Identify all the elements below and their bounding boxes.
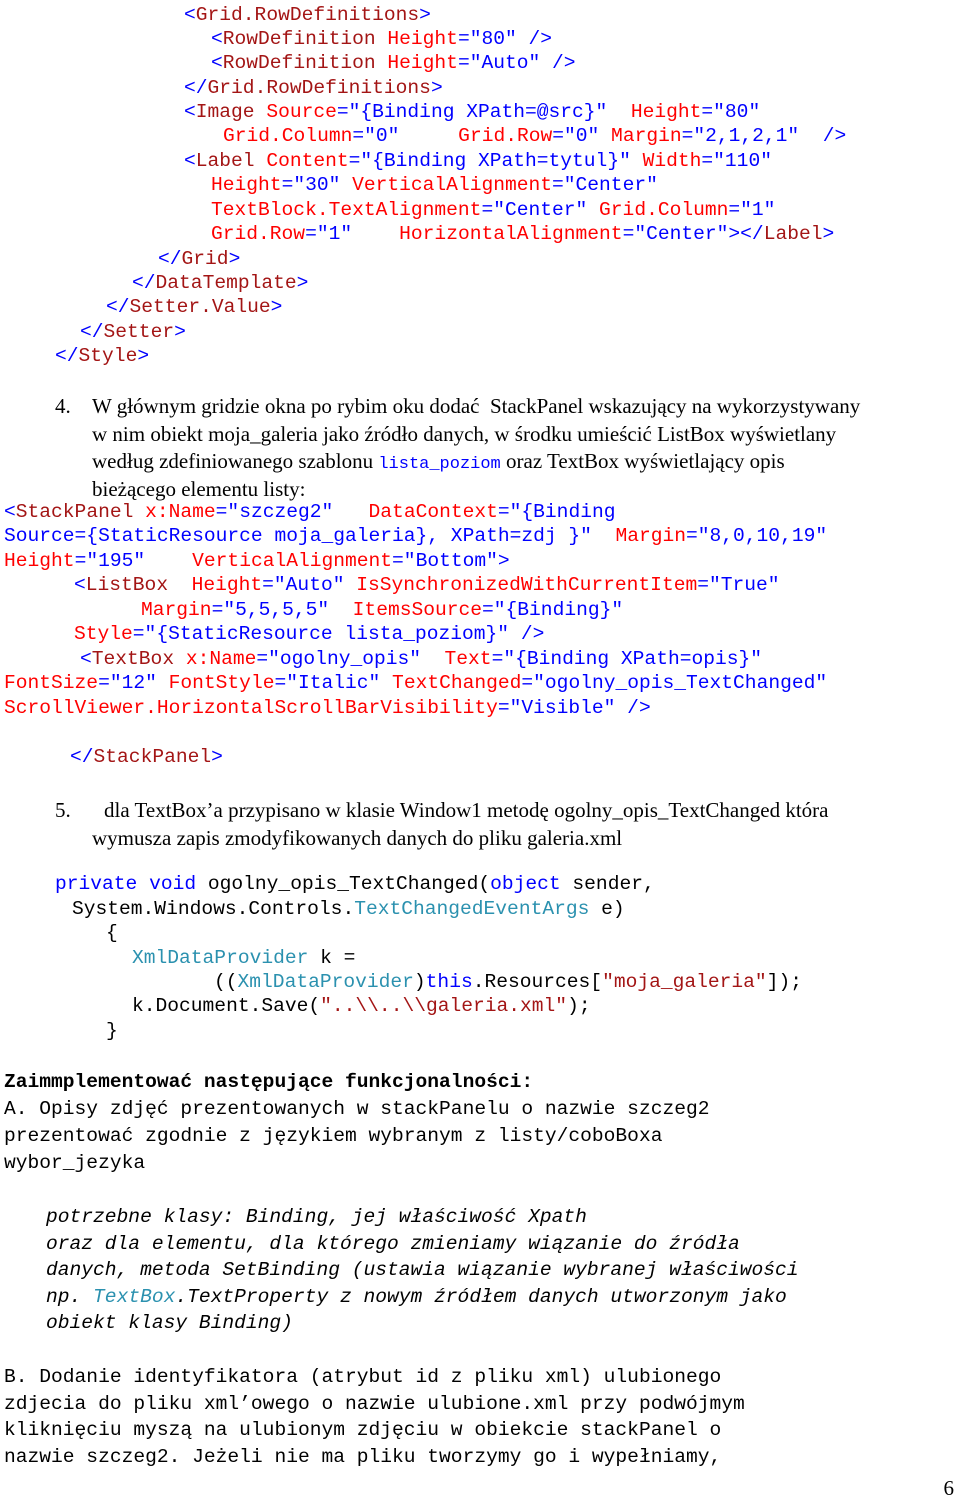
code-token: lista_poziom [378, 455, 501, 474]
task-line: B. Dodanie identyfikatora (atrybut id z pliku xml) ulubionego [4, 1366, 722, 1388]
code-token: ="80" [701, 101, 761, 123]
code-line [184, 100, 760, 124]
hint-line [46, 1258, 799, 1282]
code-line [4, 696, 651, 720]
code-token: < [184, 4, 196, 26]
code-token: .Resources[ [472, 971, 603, 993]
code-token: Grid.Column [587, 199, 729, 221]
code-token: Height [375, 28, 458, 50]
code-token: ="True" [697, 574, 780, 596]
code-line [106, 921, 118, 945]
code-token: < [4, 501, 16, 523]
code-token: </ [106, 296, 130, 318]
code-line [4, 524, 827, 548]
code-line [55, 344, 149, 368]
hint-line [46, 1205, 587, 1229]
code-token: w nim obiekt moja_galeria jako źródło danych, w środku umieścić ListBox wyświetlany [92, 421, 837, 446]
task-line: nazwie szczeg2. Jeżeli nie ma pliku tworzymy go i wypełniamy, [4, 1445, 722, 1468]
task-line: A. Opisy zdjęć prezentowanych w stackPanelu o nazwie szczeg2 [4, 1098, 710, 1120]
code-token: ="8,0,10,19" [686, 525, 828, 547]
code-token: ="{Binding}" [482, 599, 624, 621]
code-line [211, 51, 576, 75]
page-number: 6 [943, 1476, 954, 1500]
code-token: k = [308, 947, 356, 969]
code-token: bieżącego elementu listy: [92, 476, 306, 501]
code-token: ListBox [85, 574, 169, 596]
code-token: ="80" /> [457, 28, 553, 50]
code-token: < [74, 574, 86, 596]
code-token: W głównym gridzie okna po rybim oku dodać StackPanel wskazujący na wykorzystywany [92, 394, 861, 418]
code-token: void [149, 873, 197, 895]
code-token: ="Bottom"> [392, 550, 510, 572]
paragraph-line [92, 449, 785, 477]
code-line [132, 994, 591, 1018]
code-token: Margin [591, 525, 686, 547]
code-token: ItemsSource [329, 599, 483, 621]
code-token: this [425, 971, 473, 993]
code-token: Label [763, 223, 823, 245]
code-token: (( [214, 971, 238, 993]
code-token: private [55, 873, 138, 895]
code-line [72, 897, 625, 921]
code-token: Setter [103, 321, 175, 343]
code-line [70, 745, 223, 769]
code-token: ="{StaticResource lista_poziom}" /> [132, 623, 545, 645]
code-token: </ [158, 248, 182, 270]
code-token: Height [4, 550, 75, 572]
code-token: /> [799, 125, 847, 147]
task-line: prezentować zgodnie z językiem wybranym z listy/coboBoxa [4, 1125, 663, 1147]
code-line [141, 598, 623, 622]
code-token: TextBlock.TextAlignment [211, 199, 482, 221]
code-token: RowDefinition [222, 52, 376, 74]
code-token: < [211, 52, 223, 74]
code-token: VerticalAlignment [145, 550, 393, 572]
code-token: HorizontalAlignment [352, 223, 623, 245]
code-token: Height [211, 174, 282, 196]
code-token: Source [254, 101, 337, 123]
code-token: ="Visible" /> [497, 697, 651, 719]
code-token: ="5,5,5,5" [211, 599, 330, 621]
code-token: ="Auto" /> [457, 52, 576, 74]
code-token: </ [132, 272, 156, 294]
code-token: ="{Binding [497, 501, 616, 523]
code-token: TextChanged [380, 672, 522, 694]
code-token: ="1" [305, 223, 353, 245]
code-line [55, 872, 655, 896]
code-token: ="1" [728, 199, 776, 221]
code-token: StackPanel [93, 746, 212, 768]
code-token: > [211, 746, 223, 768]
code-token: ="szczeg2" [215, 501, 334, 523]
code-token: ScrollViewer.HorizontalScrollBarVisibility [4, 697, 498, 719]
code-line [184, 149, 772, 173]
code-token: x:Name [133, 501, 216, 523]
code-token: Width [630, 150, 702, 172]
hint-line [46, 1232, 740, 1256]
code-token: </ [184, 77, 208, 99]
code-token: Grid.Row [211, 223, 306, 245]
code-token: ="110" [701, 150, 772, 172]
code-token: System.Windows.Controls. [72, 898, 355, 920]
code-token: } [106, 1020, 118, 1042]
code-token: "moja_galeria" [602, 971, 767, 993]
code-token: > [419, 4, 431, 26]
code-token: ="Italic" [274, 672, 381, 694]
code-token: Label [195, 150, 255, 172]
code-token [137, 873, 149, 895]
code-token: RowDefinition [222, 28, 376, 50]
code-token: Style [74, 623, 133, 645]
code-token: k.Document.Save( [132, 995, 321, 1017]
task-line: kliknięciu myszą na ulubionym zdjęciu w obiekcie stackPanel o [4, 1419, 722, 1441]
code-line [158, 247, 240, 271]
code-token: XmlDataProvider [237, 971, 414, 993]
code-line [4, 671, 827, 695]
code-line [4, 549, 510, 573]
code-token: > [137, 345, 150, 367]
paragraph-line: wymusza zapis zmodyfikowanych danych do pliku galeria.xml [92, 825, 623, 850]
code-line [80, 320, 186, 344]
code-token: x:Name [174, 648, 257, 670]
code-line [214, 970, 802, 994]
code-token: > [430, 77, 443, 99]
code-line [106, 1019, 118, 1043]
code-token: danych, metoda SetBinding (ustawia wiązanie wybranej właściwości [46, 1259, 799, 1281]
code-token: > [822, 223, 835, 245]
code-line [4, 500, 615, 524]
code-token: Grid.RowDefinitions [195, 4, 420, 26]
code-token: FontSize [4, 672, 99, 694]
tasks-heading: Zaimmplementować następujące funkcjonalności: [4, 1071, 534, 1093]
code-token: > [296, 272, 309, 294]
code-token: Image [195, 101, 255, 123]
code-token: { [106, 922, 118, 944]
code-token: Content [254, 150, 349, 172]
code-token: "..\\..\\galeria.xml" [320, 995, 568, 1017]
code-token: oraz dla elementu, dla którego zmieniamy wiązanie do źródła [46, 1232, 740, 1255]
code-token: Margin [141, 599, 212, 621]
paragraph-line [92, 422, 836, 446]
code-line [132, 946, 355, 970]
code-token: Margin [599, 125, 682, 147]
step-number: 4. [55, 394, 71, 418]
code-line [223, 124, 846, 148]
code-token: ]); [766, 971, 802, 993]
paragraph-line [92, 394, 860, 418]
task-line: zdjecia do pliku xml’owego o nazwie ulubione.xml przy podwójmym [4, 1392, 745, 1415]
code-token: Grid [181, 248, 229, 270]
code-token: </ [70, 746, 94, 768]
paragraph-line [92, 477, 305, 501]
code-token: Setter.Value [129, 296, 271, 318]
code-token: ="Auto" [262, 574, 345, 596]
code-line [211, 173, 658, 197]
code-token: FontStyle [156, 672, 275, 694]
code-token: > [228, 248, 241, 270]
code-token: ="2,1,2,1" [681, 125, 800, 147]
code-token: ="ogolny_opis" [256, 648, 422, 670]
code-token: StackPanel [15, 501, 134, 523]
code-line [184, 3, 431, 27]
code-token: XmlDataProvider [132, 947, 309, 969]
code-token: .TextProperty z nowym źródłem danych utworzonym jako [175, 1285, 787, 1308]
code-token: ="0" [352, 125, 400, 147]
step-number: 5. [55, 798, 71, 822]
code-token: > [174, 321, 186, 343]
code-token: </ [80, 321, 104, 343]
code-token: Height [375, 52, 458, 74]
code-token: ="Center"></ [622, 223, 764, 245]
code-line [132, 271, 308, 295]
code-token: < [80, 648, 92, 670]
code-token: TextBox [91, 648, 175, 670]
code-line [106, 295, 282, 319]
code-token: według zdefiniowanego szablonu [92, 449, 379, 473]
code-token: < [184, 101, 196, 123]
code-token: ); [567, 995, 591, 1017]
code-token: ) [413, 971, 426, 993]
code-line [74, 573, 780, 597]
code-token: DataTemplate [155, 272, 297, 294]
code-token: ="Center" [552, 174, 658, 196]
code-token: ="0" [552, 125, 600, 147]
code-token: DataContext [333, 501, 498, 523]
code-token: > [270, 296, 283, 318]
code-line [184, 76, 443, 100]
code-token: potrzebne klasy: Binding, jej właściwość Xpath [46, 1206, 587, 1228]
code-token: oraz TextBox wyświetlający opis [500, 449, 785, 473]
hint-line [46, 1311, 293, 1335]
task-line: wybor_jezyka [4, 1152, 146, 1174]
code-token: e) [589, 898, 625, 920]
code-token: ="ogolny_opis_TextChanged" [521, 672, 828, 694]
code-token: < [211, 28, 223, 50]
code-token: < [184, 150, 196, 172]
code-token: TextChangedEventArgs [354, 898, 590, 920]
code-token: ="195" [74, 550, 146, 572]
code-token: object [490, 873, 561, 895]
code-token: np. [46, 1285, 94, 1308]
hint-line [46, 1285, 787, 1309]
code-token: ="{Binding XPath=tytul}" [348, 150, 631, 172]
code-token: IsSynchronizedWithCurrentItem [344, 574, 698, 596]
code-line [74, 622, 544, 646]
code-token: obiekt klasy Binding) [46, 1312, 293, 1334]
code-token: ="Center" [481, 199, 588, 221]
code-token: ogolny_opis_TextChanged( [196, 873, 491, 895]
code-token: </ [55, 345, 79, 367]
code-token: sender, [560, 873, 655, 895]
code-line [211, 222, 834, 246]
code-token: Grid.Row [399, 125, 553, 147]
code-token: ="12" [98, 672, 157, 694]
paragraph-line: dla TextBox’a przypisano w klasie Window1 metodę ogolny_opis_TextChanged która [104, 798, 829, 822]
code-token: Grid.RowDefinitions [207, 77, 431, 99]
code-token: TextBox [93, 1285, 176, 1308]
code-line [211, 198, 775, 222]
code-token: ="{Binding XPath=opis}" [491, 648, 763, 670]
code-token: Height [607, 101, 702, 123]
code-token: Style [78, 345, 138, 367]
code-token: Source={StaticResource moja_galeria}, XPath=zdj }" [4, 525, 592, 547]
code-token: ="{Binding XPath=@src}" [336, 101, 608, 123]
code-token: VerticalAlignment [340, 174, 553, 196]
code-token: Text [421, 648, 492, 670]
code-token: Grid.Column [223, 125, 353, 147]
code-line [211, 27, 552, 51]
code-line [80, 647, 762, 671]
code-token: Height [168, 574, 263, 596]
code-token: ="30" [281, 174, 341, 196]
